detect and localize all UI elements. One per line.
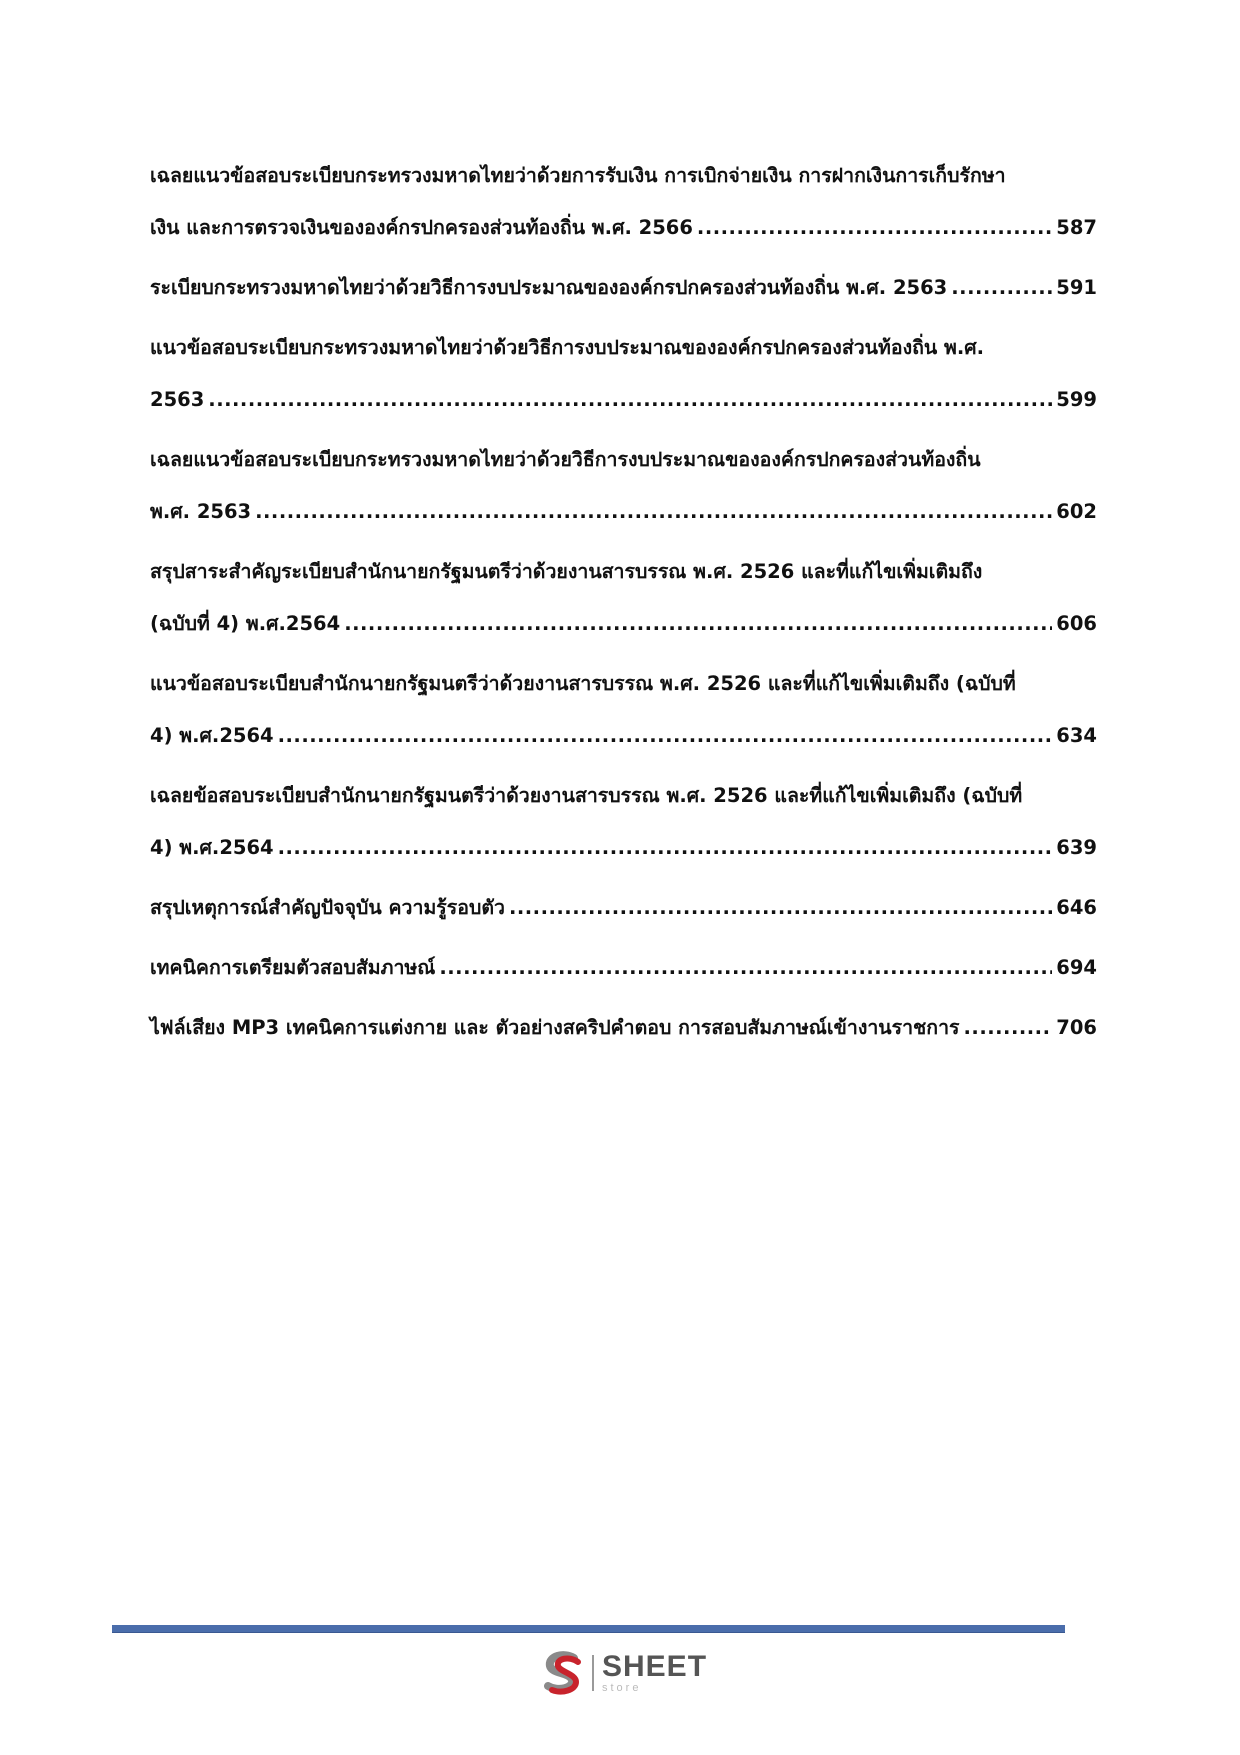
toc-entry-text: เงิน และการตรวจเงินขององค์กรปกครองส่วนท้องถิ่น พ.ศ. 2566 xyxy=(150,216,693,239)
toc-entry[interactable] xyxy=(150,770,1097,874)
toc-entry-line xyxy=(150,322,1097,374)
toc-entry-line xyxy=(150,770,1097,822)
toc-entry[interactable] xyxy=(150,942,1097,994)
toc-entry-text: สรุปเหตุการณ์สำคัญปัจจุบัน ความรู้รอบตัว xyxy=(150,896,505,919)
toc-entry[interactable] xyxy=(150,262,1097,314)
dot-leader xyxy=(964,1002,1053,1054)
sheet-store-s-logo-icon xyxy=(540,1650,586,1696)
toc-entry-line xyxy=(150,202,1097,254)
dot-leader xyxy=(344,598,1052,650)
toc-entry-text: เฉลยแนวข้อสอบระเบียบกระทรวงมหาดไทยว่าด้วยการรับเงิน การเบิกจ่ายเงิน การฝากเงินการเก็บรักษา xyxy=(150,164,1006,187)
toc-entry[interactable] xyxy=(150,658,1097,762)
toc-entry-line xyxy=(150,598,1097,650)
toc-entry-line xyxy=(150,434,1097,486)
table-of-contents xyxy=(150,150,1097,1062)
toc-entry-text: สรุปสาระสำคัญระเบียบสำนักนายกรัฐมนตรีว่าด้วยงานสารบรรณ พ.ศ. 2526 และที่แก้ไขเพิ่มเติมถึง xyxy=(150,560,983,583)
toc-entry-text: ไฟล์เสียง MP3 เทคนิคการแต่งกาย และ ตัวอย่างสคริปคำตอบ การสอบสัมภาษณ์เข้างานราชการ xyxy=(150,1016,960,1039)
toc-entry-text: 4) พ.ศ.2564 xyxy=(150,836,274,859)
dot-leader xyxy=(208,374,1052,426)
toc-page-number: 587 xyxy=(1056,216,1097,239)
dot-leader xyxy=(278,710,1053,762)
toc-entry-text: แนวข้อสอบระเบียบกระทรวงมหาดไทยว่าด้วยวิธีการงบประมาณขององค์กรปกครองส่วนท้องถิ่น พ.ศ. xyxy=(150,336,985,359)
logo-word: SHEET xyxy=(602,1650,708,1683)
logo-wordmark xyxy=(602,1652,707,1694)
toc-entry-line xyxy=(150,546,1097,598)
toc-entry-line xyxy=(150,882,1097,934)
toc-page-number: 639 xyxy=(1056,836,1097,859)
toc-page-number: 599 xyxy=(1056,388,1097,411)
toc-entry-text: 4) พ.ศ.2564 xyxy=(150,724,274,747)
dot-leader xyxy=(697,202,1052,254)
dot-leader xyxy=(278,822,1053,874)
toc-entry-text: เฉลยแนวข้อสอบระเบียบกระทรวงมหาดไทยว่าด้วยวิธีการงบประมาณขององค์กรปกครองส่วนท้องถิ่น xyxy=(150,448,981,471)
footer-rule xyxy=(112,1625,1065,1633)
toc-entry[interactable] xyxy=(150,150,1097,254)
toc-page-number: 694 xyxy=(1056,956,1097,979)
toc-entry-text: ระเบียบกระทรวงมหาดไทยว่าด้วยวิธีการงบประมาณขององค์กรปกครองส่วนท้องถิ่น พ.ศ. 2563 xyxy=(150,276,948,299)
logo-divider xyxy=(592,1655,594,1691)
toc-entry-line xyxy=(150,374,1097,426)
toc-entry-line xyxy=(150,710,1097,762)
toc-entry-line xyxy=(150,1002,1097,1054)
toc-page-number: 706 xyxy=(1056,1016,1097,1039)
toc-entry-line xyxy=(150,658,1097,710)
toc-entry[interactable] xyxy=(150,546,1097,650)
toc-entry[interactable] xyxy=(150,322,1097,426)
toc-entry-text: แนวข้อสอบระเบียบสำนักนายกรัฐมนตรีว่าด้วยงานสารบรรณ พ.ศ. 2526 และที่แก้ไขเพิ่มเติมถึง (ฉบับที่ xyxy=(150,672,1016,695)
toc-entry-line xyxy=(150,486,1097,538)
toc-page-number: 602 xyxy=(1056,500,1097,523)
logo-subword: store xyxy=(602,1682,642,1694)
toc-entry-text: 2563 xyxy=(150,388,205,411)
toc-entry-text: เทคนิคการเตรียมตัวสอบสัมภาษณ์ xyxy=(150,956,436,979)
dot-leader xyxy=(255,486,1052,538)
dot-leader xyxy=(951,262,1052,314)
toc-entry-line xyxy=(150,942,1097,994)
footer-logo xyxy=(540,1648,707,1698)
toc-entry-line xyxy=(150,262,1097,314)
dot-leader xyxy=(509,882,1052,934)
toc-page-number: 646 xyxy=(1056,896,1097,919)
toc-entry[interactable] xyxy=(150,882,1097,934)
toc-entry-line xyxy=(150,150,1097,202)
toc-entry-text: พ.ศ. 2563 xyxy=(150,500,252,523)
toc-entry-text: เฉลยข้อสอบระเบียบสำนักนายกรัฐมนตรีว่าด้วยงานสารบรรณ พ.ศ. 2526 และที่แก้ไขเพิ่มเติมถึง (ฉบับที่ xyxy=(150,784,1023,807)
toc-page-number: 606 xyxy=(1056,612,1097,635)
toc-entry-text: (ฉบับที่ 4) พ.ศ.2564 xyxy=(150,612,341,635)
toc-entry[interactable] xyxy=(150,1002,1097,1054)
toc-page-number: 634 xyxy=(1056,724,1097,747)
toc-page-number: 591 xyxy=(1056,276,1097,299)
toc-entry-line xyxy=(150,822,1097,874)
dot-leader xyxy=(439,942,1052,994)
toc-entry[interactable] xyxy=(150,434,1097,538)
